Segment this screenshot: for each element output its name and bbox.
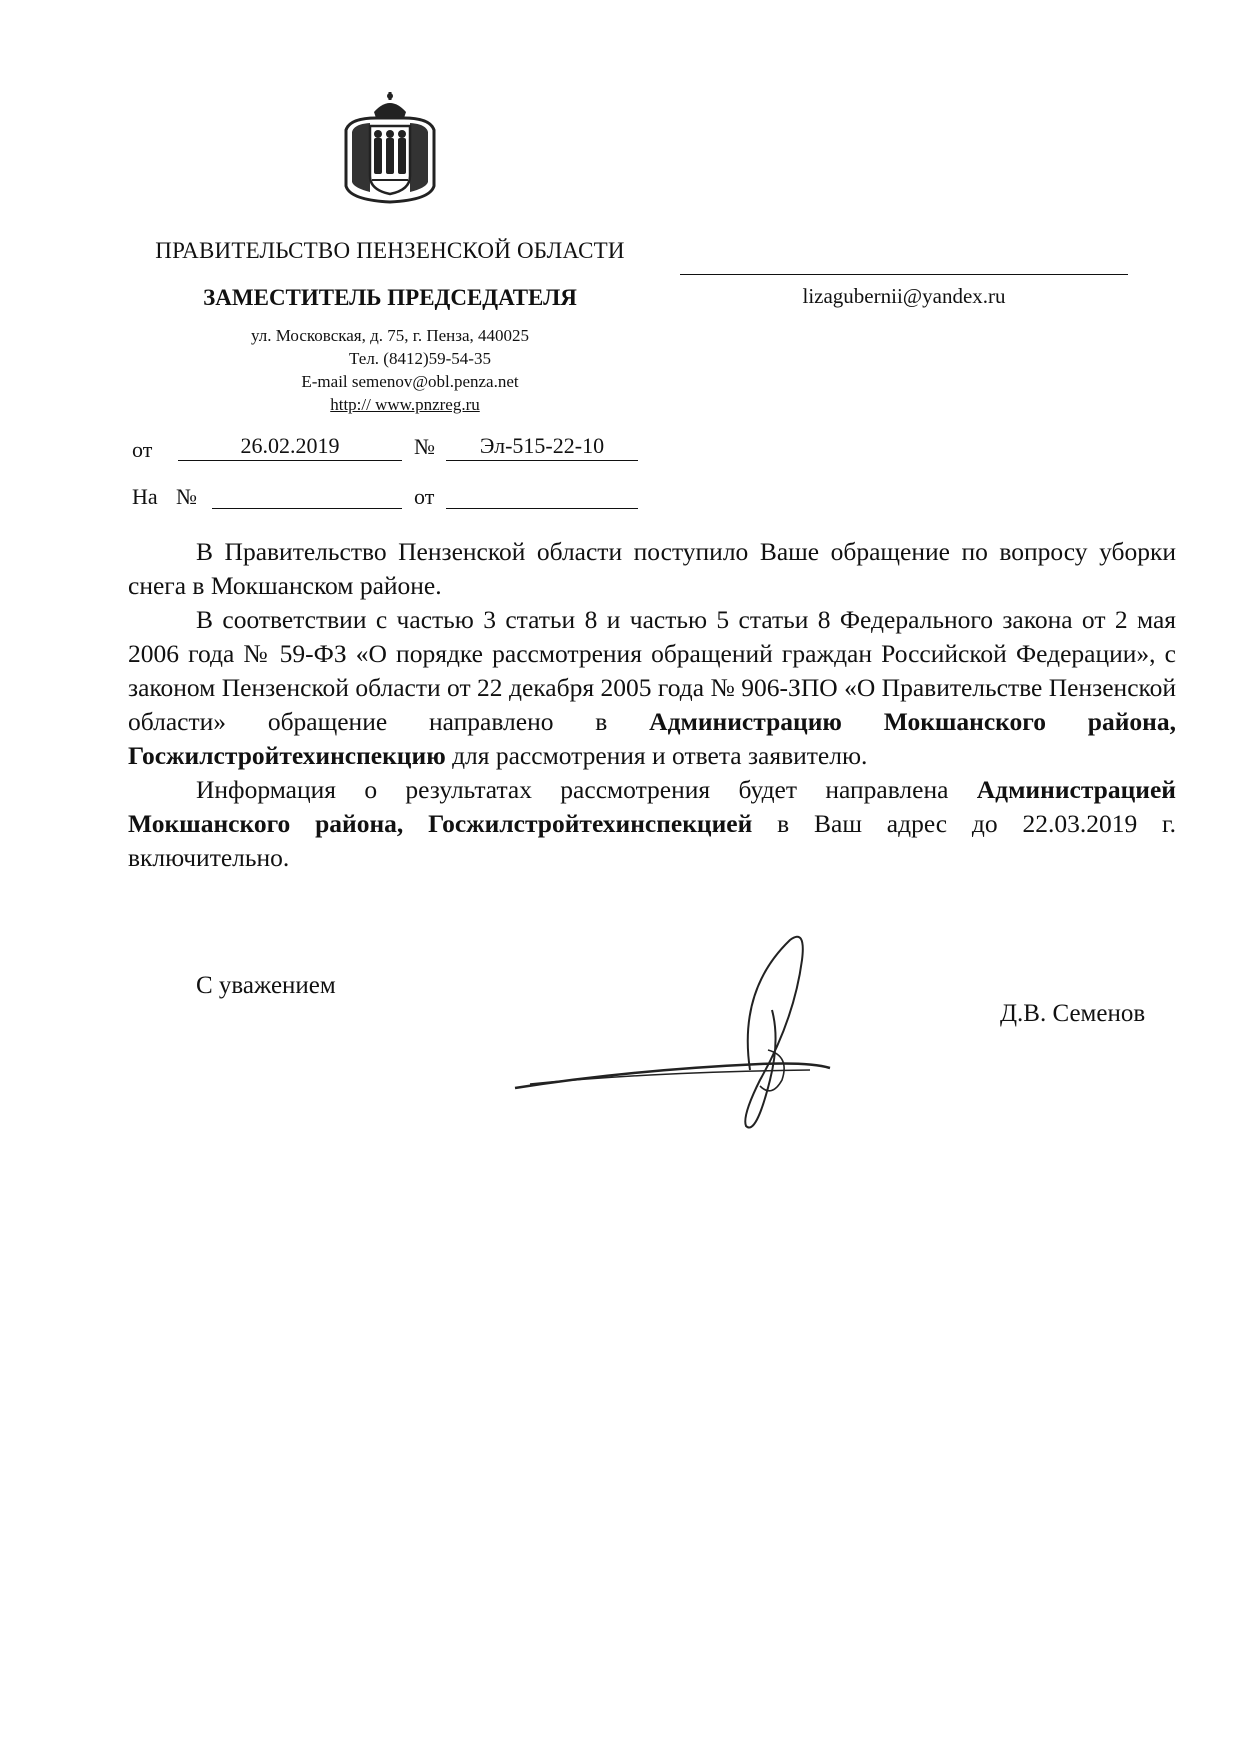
closing-phrase: С уважением: [196, 972, 336, 999]
reply-label: На: [132, 484, 158, 509]
handwritten-signature-icon: [510, 930, 840, 1130]
sender-address: ул. Московская, д. 75, г. Пенза, 440025: [250, 326, 530, 345]
reply-date-blank: [446, 480, 638, 509]
sender-website-link[interactable]: http:// www.pnzreg.ru: [330, 395, 480, 414]
body-paragraph-3-start: Информация о результатах рассмотрения будет направлена: [196, 775, 977, 804]
reg-number: Эл-515-22-10: [446, 432, 638, 461]
reply-from-label: от: [414, 484, 435, 509]
coat-of-arms-icon: [340, 90, 440, 208]
body-paragraph-3-end: в Ваш адрес до 22.03.2019 г. включительно.: [128, 809, 1176, 872]
reply-number-label: №: [176, 484, 197, 509]
signer-name: Д.В. Семенов: [1000, 1000, 1146, 1027]
letter-body: [128, 535, 1176, 875]
reg-date: 26.02.2019: [178, 432, 402, 461]
body-paragraph-2-bold: Администрацию Мокшанского района, Госжилстройтехинспекцию: [128, 707, 1176, 770]
sender-position: ЗАМЕСТИТЕЛЬ ПРЕДСЕДАТЕЛЯ: [203, 285, 577, 310]
body-paragraph-2: [128, 603, 1176, 773]
body-paragraph-1: В Правительство Пензенской области поступило Ваше обращение по вопросу уборки снега в Мокшанском районе.: [128, 537, 1176, 600]
body-paragraph-2-start: В соответствии с частью 3 статьи 8 и частью 5 статьи 8 Федерального закона от 2 мая 2006 года № 59-ФЗ «О порядке рассмотрения обращений граждан Российской Федерации», с законом Пензенской области от 22 декабря 2005 года № 906-ЗПО «О Правительстве Пензенской области» обращение направлено в: [128, 605, 1176, 736]
body-paragraph-3: [128, 773, 1176, 875]
recipient-email: lizagubernii@yandex.ru: [802, 284, 1006, 308]
reg-number-label: №: [414, 434, 435, 459]
reg-from-label: от: [132, 437, 153, 462]
reply-number-blank: [212, 480, 402, 509]
body-paragraph-3-bold: Администрацией Мокшанского района, Госжилстройтехинспекцией: [128, 775, 1176, 838]
organization-name: ПРАВИТЕЛЬСТВО ПЕНЗЕНСКОЙ ОБЛАСТИ: [155, 238, 625, 263]
sender-phone: Тел. (8412)59-54-35: [349, 349, 491, 368]
sender-email: E-mail semenov@obl.penza.net: [301, 372, 519, 391]
recipient-line: [680, 274, 1128, 275]
body-paragraph-2-end: для рассмотрения и ответа заявителю.: [445, 741, 868, 770]
